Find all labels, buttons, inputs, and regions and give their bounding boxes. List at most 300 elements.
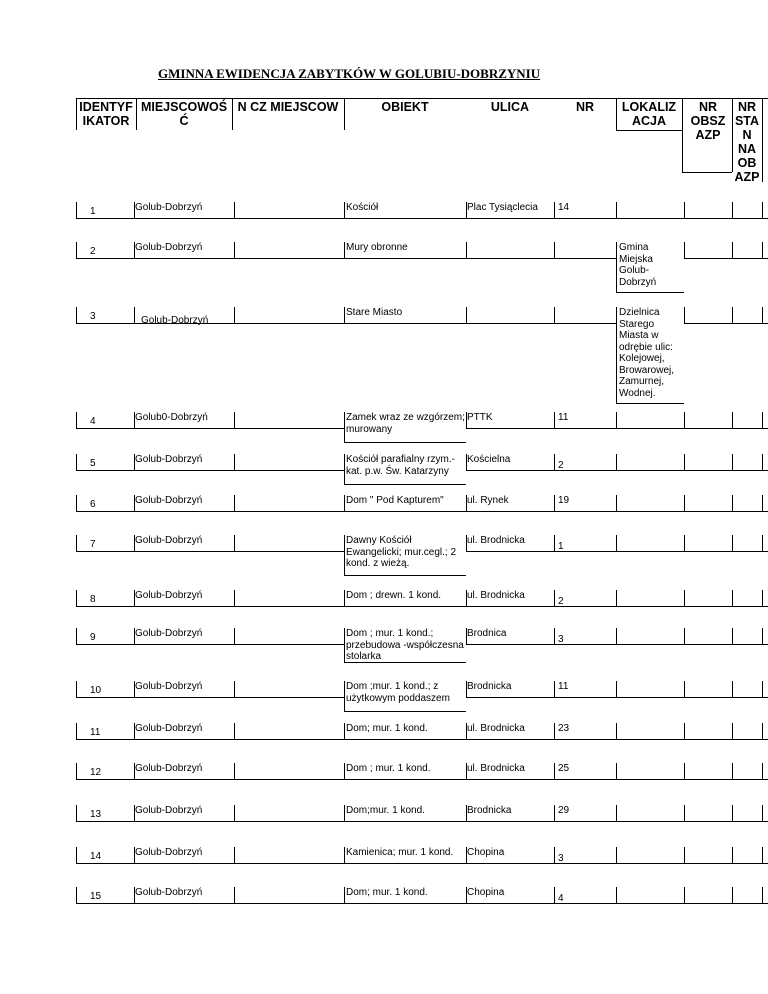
row-id: 7 (90, 539, 96, 550)
page-title: GMINNA EWIDENCJA ZABYTKÓW W GOLUBIU-DOBRZYNIU (158, 66, 541, 81)
row-divider (616, 202, 617, 218)
row-divider (466, 723, 467, 739)
row-rule (466, 323, 554, 324)
row-rule (762, 218, 768, 219)
row-nr: 25 (558, 763, 570, 774)
row-lokalizacja: Gmina Miejska Golub-Dobrzyń (619, 242, 657, 288)
row-divider (234, 590, 235, 606)
row-rule (684, 863, 732, 864)
row-divider (234, 763, 235, 779)
row-rule (344, 218, 466, 219)
row-ulica: Brodnica (467, 628, 507, 639)
row-divider (554, 495, 555, 511)
row-divider (684, 763, 685, 779)
row-miejscowosc: Golub-Dobrzyń (135, 887, 203, 898)
row-divider (134, 242, 135, 258)
row-divider (134, 454, 135, 470)
row-rule (466, 258, 554, 259)
row-rule (616, 779, 684, 780)
row-divider (554, 202, 555, 218)
row-ulica: Brodnicka (467, 681, 512, 692)
row-rule (234, 863, 344, 864)
row-rule (234, 821, 344, 822)
row-divider (554, 763, 555, 779)
row-divider (616, 242, 617, 292)
row-divider (466, 887, 467, 903)
row-rule (554, 903, 616, 904)
row-divider (466, 847, 467, 863)
row-lokalizacja: Dzielnica Starego Miasta w odrębie ulic: Kolejowej, Browarowej, Zamurnej, Wodnej. (619, 307, 675, 399)
row-divider (344, 307, 345, 323)
row-rule (344, 484, 466, 485)
row-divider (466, 202, 467, 218)
row-rule (616, 739, 684, 740)
row-divider (76, 242, 77, 258)
row-divider (554, 454, 555, 470)
row-rule (466, 697, 554, 698)
row-divider (762, 412, 763, 428)
row-divider (762, 847, 763, 863)
row-divider (732, 202, 733, 218)
row-divider (616, 847, 617, 863)
row-divider (732, 887, 733, 903)
row-obiekt: Dom ; mur. 1 kond.; przebudowa -współczesna stolarka (346, 628, 464, 662)
row-rule (732, 644, 762, 645)
row-id: 12 (90, 767, 102, 778)
row-divider (616, 805, 617, 821)
row-divider (466, 805, 467, 821)
row-miejscowosc: Golub-Dobrzyń (135, 242, 203, 253)
row-rule (76, 470, 136, 471)
row-divider (762, 723, 763, 739)
row-divider (76, 723, 77, 739)
row-divider (732, 535, 733, 551)
header-nr: NR (575, 100, 595, 114)
row-divider (684, 535, 685, 551)
row-rule (684, 779, 732, 780)
row-rule (76, 903, 136, 904)
row-rule (76, 258, 136, 259)
row-rule (234, 697, 344, 698)
row-divider (762, 202, 763, 218)
row-divider (234, 242, 235, 258)
row-rule (76, 606, 136, 607)
row-divider (616, 590, 617, 606)
row-miejscowosc: Golub0-Dobrzyń (135, 412, 208, 423)
row-divider (344, 763, 345, 779)
row-rule (234, 323, 344, 324)
row-id: 9 (90, 632, 96, 643)
row-rule (616, 403, 684, 404)
row-rule (554, 258, 616, 259)
row-divider (616, 307, 617, 403)
row-rule (76, 821, 136, 822)
row-miejscowosc: Golub-Dobrzyń (135, 495, 203, 506)
row-rule (76, 323, 136, 324)
row-rule (554, 863, 616, 864)
row-rule (134, 258, 234, 259)
row-divider (134, 763, 135, 779)
row-divider (466, 590, 467, 606)
row-divider (234, 495, 235, 511)
row-divider (76, 847, 77, 863)
row-rule (684, 218, 732, 219)
row-rule (344, 711, 466, 712)
header-rule (76, 98, 768, 99)
row-rule (616, 697, 684, 698)
row-rule (732, 697, 762, 698)
row-rule (344, 903, 466, 904)
row-rule (344, 606, 466, 607)
row-divider (732, 495, 733, 511)
row-divider (732, 723, 733, 739)
row-rule (134, 323, 234, 324)
row-divider (732, 242, 733, 258)
row-rule (732, 606, 762, 607)
row-divider (234, 535, 235, 551)
row-divider (616, 628, 617, 644)
row-rule (466, 470, 554, 471)
row-divider (76, 590, 77, 606)
row-id: 10 (90, 685, 102, 696)
header-divider (682, 98, 683, 172)
row-rule (344, 442, 466, 443)
row-obiekt: Dom; mur. 1 kond. (346, 723, 428, 734)
row-divider (134, 681, 135, 697)
row-ulica: ul. Brodnicka (467, 535, 525, 546)
row-divider (616, 454, 617, 470)
row-divider (344, 628, 345, 662)
row-miejscowosc: Golub-Dobrzyń (135, 535, 203, 546)
row-divider (234, 681, 235, 697)
row-ulica: Chopina (467, 887, 505, 898)
row-divider (762, 628, 763, 644)
row-divider (234, 454, 235, 470)
row-divider (616, 535, 617, 551)
row-rule (344, 662, 466, 663)
row-rule (684, 428, 732, 429)
row-rule (684, 606, 732, 607)
row-nr: 3 (558, 634, 564, 645)
row-divider (344, 495, 345, 511)
row-obiekt: Stare Miasto (346, 307, 403, 318)
row-divider (76, 805, 77, 821)
row-miejscowosc: Golub-Dobrzyń (135, 590, 203, 601)
row-rule (732, 428, 762, 429)
row-rule (732, 323, 762, 324)
row-divider (344, 242, 345, 258)
row-rule (466, 821, 554, 822)
row-miejscowosc: Golub-Dobrzyń (135, 805, 203, 816)
row-rule (762, 821, 768, 822)
row-rule (76, 779, 136, 780)
row-divider (344, 412, 345, 442)
row-rule (554, 470, 616, 471)
row-id: 8 (90, 594, 96, 605)
row-divider (466, 628, 467, 644)
row-divider (684, 628, 685, 644)
row-ulica: ul. Brodnicka (467, 763, 525, 774)
header-divider (616, 98, 617, 130)
row-rule (684, 323, 732, 324)
row-divider (554, 628, 555, 644)
row-divider (684, 590, 685, 606)
row-divider (616, 681, 617, 697)
row-divider (684, 202, 685, 218)
row-divider (134, 887, 135, 903)
row-divider (466, 454, 467, 470)
row-rule (732, 863, 762, 864)
row-nr: 11 (558, 412, 569, 423)
row-miejscowosc: Golub-Dobrzyń (135, 202, 203, 213)
row-rule (732, 739, 762, 740)
row-rule (554, 644, 616, 645)
row-rule (134, 903, 234, 904)
row-rule (554, 323, 616, 324)
header-divider (616, 130, 682, 131)
row-rule (234, 606, 344, 607)
row-rule (134, 470, 234, 471)
row-obiekt: Dom ;mur. 1 kond.; z użytkowym poddaszem (346, 681, 450, 704)
row-divider (554, 412, 555, 428)
row-rule (76, 863, 136, 864)
row-id: 14 (90, 851, 102, 862)
header-nr-stan: NR STA N NA OB AZP (734, 100, 760, 184)
row-rule (762, 470, 768, 471)
row-obiekt: Kamienica; mur. 1 kond. (346, 847, 454, 858)
row-rule (234, 739, 344, 740)
row-rule (134, 697, 234, 698)
row-divider (732, 805, 733, 821)
row-divider (732, 628, 733, 644)
row-rule (554, 511, 616, 512)
row-rule (616, 821, 684, 822)
row-rule (616, 428, 684, 429)
row-rule (732, 821, 762, 822)
row-divider (344, 805, 345, 821)
row-divider (732, 454, 733, 470)
row-divider (134, 412, 135, 428)
row-divider (234, 412, 235, 428)
row-divider (616, 723, 617, 739)
row-rule (134, 739, 234, 740)
row-rule (466, 218, 554, 219)
row-rule (732, 218, 762, 219)
row-rule (234, 218, 344, 219)
row-divider (76, 681, 77, 697)
row-rule (76, 644, 136, 645)
row-rule (684, 739, 732, 740)
row-rule (344, 779, 466, 780)
row-ulica: Plac Tysiąclecia (467, 202, 538, 213)
row-divider (732, 590, 733, 606)
row-rule (732, 470, 762, 471)
row-id: 15 (90, 891, 102, 902)
row-rule (762, 779, 768, 780)
row-divider (76, 887, 77, 903)
row-divider (134, 307, 135, 323)
header-divider (732, 98, 733, 172)
row-rule (76, 739, 136, 740)
row-ulica: Chopina (467, 847, 505, 858)
row-divider (762, 495, 763, 511)
row-obiekt: Dawny Kościół Ewangelicki; mur.cegl.; 2 kond. z wieżą. (346, 535, 457, 569)
row-rule (76, 697, 136, 698)
row-divider (466, 681, 467, 697)
row-ulica: Brodnicka (467, 805, 512, 816)
row-rule (554, 551, 616, 552)
row-divider (134, 723, 135, 739)
row-rule (234, 903, 344, 904)
row-divider (134, 202, 135, 218)
row-rule (616, 470, 684, 471)
row-divider (466, 535, 467, 551)
row-divider (466, 242, 467, 258)
row-divider (234, 202, 235, 218)
row-obiekt: Dom ; mur. 1 kond. (346, 763, 431, 774)
row-rule (732, 779, 762, 780)
header-divider (232, 98, 233, 130)
row-divider (466, 495, 467, 511)
row-divider (76, 535, 77, 551)
row-divider (554, 805, 555, 821)
row-divider (732, 681, 733, 697)
row-divider (234, 307, 235, 323)
row-rule (616, 606, 684, 607)
row-rule (762, 551, 768, 552)
row-rule (134, 428, 234, 429)
row-rule (466, 644, 554, 645)
row-divider (732, 847, 733, 863)
row-nr: 3 (558, 853, 564, 864)
row-nr: 11 (558, 681, 569, 692)
row-divider (684, 242, 685, 258)
row-obiekt: Mury obronne (346, 242, 408, 253)
row-divider (554, 242, 555, 258)
row-rule (234, 470, 344, 471)
row-rule (762, 428, 768, 429)
row-rule (134, 218, 234, 219)
row-obiekt: Dom; mur. 1 kond. (346, 887, 428, 898)
row-rule (684, 258, 732, 259)
row-rule (684, 903, 732, 904)
row-divider (344, 202, 345, 218)
row-rule (762, 739, 768, 740)
row-ulica: ul. Rynek (467, 495, 509, 506)
row-divider (554, 681, 555, 697)
row-id: 3 (90, 311, 96, 322)
row-rule (684, 551, 732, 552)
row-divider (344, 723, 345, 739)
row-miejscowosc: Golub-Dobrzyń (135, 847, 203, 858)
row-divider (344, 681, 345, 711)
row-rule (76, 511, 136, 512)
row-rule (684, 821, 732, 822)
row-rule (732, 903, 762, 904)
header-divider (76, 98, 77, 130)
row-rule (762, 606, 768, 607)
row-rule (344, 511, 466, 512)
row-nr: 2 (558, 460, 564, 471)
header-divider (344, 98, 345, 130)
row-rule (344, 863, 466, 864)
row-rule (466, 903, 554, 904)
row-rule (762, 903, 768, 904)
row-obiekt: Zamek wraz ze wzgórzem; murowany (346, 412, 465, 435)
row-rule (134, 644, 234, 645)
row-rule (234, 511, 344, 512)
row-rule (732, 551, 762, 552)
row-divider (344, 847, 345, 863)
row-rule (684, 511, 732, 512)
row-rule (134, 606, 234, 607)
row-id: 13 (90, 809, 102, 820)
header-lokalizacja: LOKALIZ ACJA (621, 100, 677, 128)
row-nr: 2 (558, 596, 564, 607)
row-divider (554, 535, 555, 551)
header-ulica: ULICA (490, 100, 530, 114)
header-divider (136, 98, 137, 130)
row-divider (616, 495, 617, 511)
row-rule (554, 606, 616, 607)
row-divider (684, 887, 685, 903)
row-ulica: PTTK (467, 412, 493, 423)
row-miejscowosc: Golub-Dobrzyń (135, 628, 203, 639)
row-divider (344, 535, 345, 575)
header-divider (682, 172, 732, 173)
row-id: 1 (90, 206, 96, 217)
row-rule (466, 428, 554, 429)
row-rule (616, 218, 684, 219)
row-id: 5 (90, 458, 96, 469)
row-divider (466, 763, 467, 779)
row-nr: 29 (558, 805, 570, 816)
row-rule (732, 258, 762, 259)
row-obiekt: Kościół parafialny rzym.-kat. p.w. Św. Katarzyny (346, 454, 455, 477)
row-divider (76, 628, 77, 644)
row-rule (234, 644, 344, 645)
row-divider (554, 723, 555, 739)
row-divider (732, 763, 733, 779)
row-divider (762, 763, 763, 779)
row-rule (684, 470, 732, 471)
row-divider (684, 805, 685, 821)
row-divider (76, 307, 77, 323)
row-rule (76, 551, 136, 552)
row-divider (344, 887, 345, 903)
row-rule (466, 606, 554, 607)
row-rule (762, 511, 768, 512)
header-czesc: N CZ MIEJSCOW (237, 100, 339, 114)
row-divider (684, 847, 685, 863)
row-rule (616, 863, 684, 864)
header-nr-obsz: NR OBSZ AZP (690, 100, 726, 142)
row-rule (554, 428, 616, 429)
row-divider (616, 763, 617, 779)
row-rule (466, 551, 554, 552)
row-divider (554, 847, 555, 863)
row-divider (762, 454, 763, 470)
row-divider (762, 681, 763, 697)
row-rule (134, 511, 234, 512)
row-miejscowosc: Golub-Dobrzyń (135, 763, 203, 774)
row-obiekt: Dom " Pod Kapturem" (346, 495, 444, 506)
row-rule (554, 218, 616, 219)
row-rule (466, 779, 554, 780)
row-rule (554, 821, 616, 822)
row-rule (762, 258, 768, 259)
row-divider (234, 887, 235, 903)
